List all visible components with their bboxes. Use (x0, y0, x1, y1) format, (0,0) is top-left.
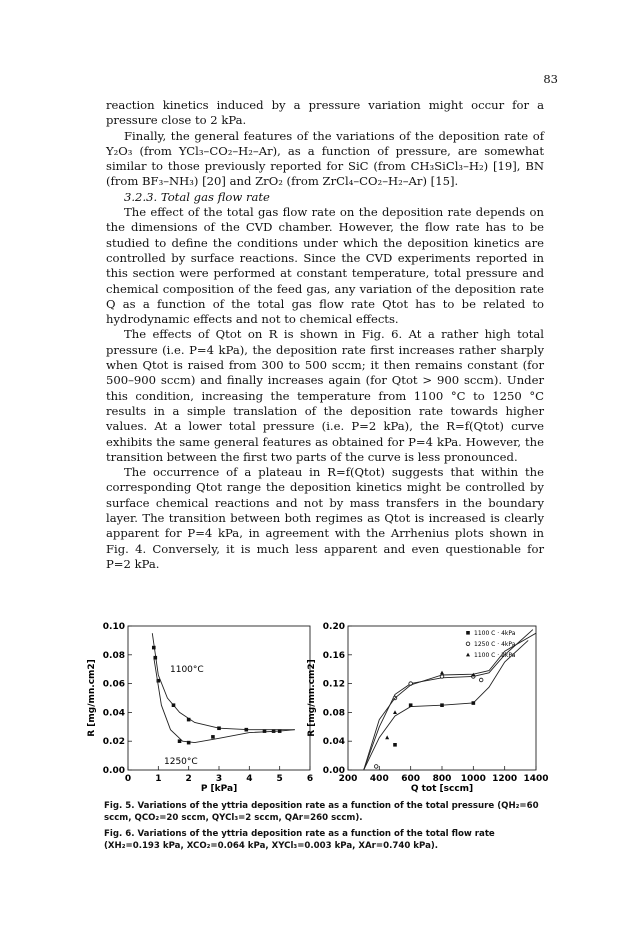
fig5-x-tick-label: 3 (215, 774, 223, 784)
captions (104, 800, 548, 856)
fig5-caption: Fig. 5. Variations of the yttria deposition rate as a function of the total pressure (QH₂=60 sccm, QCO₂=20 sccm, QYCl₃=2 sccm, QAr=260 sccm). (104, 801, 539, 823)
fig6-y-axis-label: R [mg/mn.cm2] (307, 659, 317, 737)
fig5-y-tick-label: 0.02 (102, 737, 125, 748)
fig5-data-point (178, 739, 182, 743)
fig6-legend-marker (466, 642, 470, 646)
fig6-data-point (374, 765, 378, 769)
fig6-legend-marker (466, 631, 470, 635)
fig5-x-tick-label: 4 (246, 774, 253, 784)
fig6-data-point (479, 678, 483, 682)
fig6-data-point (393, 710, 397, 714)
body-text (106, 98, 544, 572)
fig5-data-point (263, 729, 267, 733)
fig5-y-tick-label: 0.00 (102, 766, 125, 776)
page-number: 83 (543, 72, 558, 86)
subsection-heading: 3.2.3. Total gas flow rate (124, 189, 270, 204)
fig6-data-point (472, 701, 476, 705)
paragraph-4: The effects of Qtot on R is shown in Fig. 6. At a rather high total pressure (i.e. P=4 kPa), the deposition rate first increases rather sharply when Qtot is raised from 300 to 500 sccm; it then remains constant (for 500–900 sccm) and finally increases again (for Qtot > 900 sccm). Under this condition, increasing the temperature from 1100 °C to 1250 °C results in a simple translation of the deposition rate towards higher values. At a lower total pressure (i.e. P=2 kPa), the R=f(Qtot) curve exhibits the same general features as obtained for P=4 kPa. However, the transition between the first two parts of the curve is less pronounced. (106, 327, 544, 464)
fig6-legend-entry: 1250 C · 4kPa (474, 641, 516, 648)
fig5-series-line (152, 633, 294, 730)
fig6-legend-entry: 1100 C · 4kPa (474, 630, 516, 637)
fig5-data-point (278, 729, 282, 733)
fig5-y-tick-label: 0.08 (102, 650, 125, 661)
fig6-x-tick-label: 1200 (492, 774, 518, 784)
fig6-x-tick-label: 1000 (460, 774, 486, 784)
paragraph-1: reaction kinetics induced by a pressure variation might occur for a pressure close to 2 kPa. (106, 98, 544, 128)
fig6-series-line (364, 640, 529, 770)
fig6-series-line (364, 630, 533, 770)
fig6-y-tick-label: 0.16 (322, 650, 345, 661)
fig5-x-tick-label: 0 (124, 774, 132, 784)
fig5-data-point (217, 726, 221, 730)
fig5-data-point (187, 718, 191, 722)
fig6-y-tick-label: 0.04 (322, 737, 345, 748)
fig6-x-tick-label: 800 (432, 774, 452, 784)
fig6-x-tick-label: 400 (369, 774, 389, 784)
fig5-data-point (187, 741, 191, 745)
fig6-y-tick-label: 0.00 (322, 766, 345, 776)
fig6-y-tick-label: 0.12 (322, 679, 345, 690)
fig6-caption: Fig. 6. Variations of the yttria deposition rate as a function of the total flow rate (XH₂=0.193 kPa, XCO₂=0.064 kPa, XYCl₃=0.003 kPa, XAr=0.740 kPa). (104, 829, 495, 851)
figures-svg (80, 620, 550, 800)
fig5-y-tick-label: 0.04 (102, 708, 125, 719)
fig6-y-tick-label: 0.08 (322, 708, 345, 719)
fig6-data-point (440, 703, 444, 707)
figures (80, 620, 550, 800)
fig6-data-point (385, 735, 389, 739)
fig6-x-axis-label: Q tot [sccm] (410, 784, 474, 794)
fig5-y-axis-label: R [mg/mn.cm2] (87, 659, 97, 737)
fig5-x-tick-label: 1 (155, 774, 162, 784)
fig6-y-tick-label: 0.20 (322, 622, 345, 632)
fig5-data-point (245, 728, 249, 732)
fig5-x-tick-label: 5 (276, 774, 283, 784)
fig5-x-tick-label: 2 (185, 774, 192, 784)
fig5-data-point (152, 646, 156, 650)
fig5-x-axis-label: P [kPa] (200, 784, 238, 794)
fig5-y-tick-label: 0.10 (102, 622, 125, 632)
fig6-x-tick-label: 200 (338, 774, 358, 784)
fig5-x-tick-label: 6 (306, 774, 314, 784)
fig5-data-point (211, 735, 215, 739)
paragraph-3: The effect of the total gas flow rate on the deposition rate depends on the dimensions of the CVD chamber. However, the flow rate has to be studied to define the conditions under which the deposition kinetics are controlled by surface reactions. Since the CVD experiments reported in this section were performed at constant temperature, total pressure and chemical composition of the feed gas, any variation of the deposition rate Q as a function of the total gas flow rate Qtot has to be related to hydrodynamic effects and not to chemical effects. (106, 205, 544, 327)
fig6-data-point (393, 743, 397, 747)
paragraph-2: Finally, the general features of the variations of the deposition rate of Y₂O₃ (from YCl₃–CO₂–H₂–Ar), as a function of pressure, are somewhat similar to those previously reported for SiC (from CH₃SiCl₃–H₂) [19], BN (from BF₃–NH₃) [20] and ZrO₂ (from ZrCl₄–CO₂–H₂–Ar) [15]. (106, 128, 544, 189)
fig5-annotation: 1250°C (164, 757, 198, 767)
fig6-data-point (409, 703, 413, 707)
fig6-legend-entry: 1100 C · 2kPa (474, 652, 516, 659)
fig6-legend-marker (466, 653, 470, 657)
fig6-x-tick-label: 600 (401, 774, 421, 784)
paragraph-5: The occurrence of a plateau in R=f(Qtot) suggests that within the corresponding Qtot range the deposition kinetics might be controlled by surface chemical reactions and not by mass transfers in the boundary layer. The transition between both regimes as Qtot is increased is clearly apparent for P=4 kPa, in agreement with the Arrhenius plots shown in Fig. 4. Conversely, it is much less apparent and even questionable for P=2 kPa. (106, 465, 544, 571)
fig6-x-tick-label: 1400 (523, 774, 549, 784)
fig5-data-point (172, 703, 176, 707)
fig5-data-point (154, 656, 158, 660)
fig5-annotation: 1100°C (170, 665, 204, 675)
fig5-y-tick-label: 0.06 (102, 679, 125, 690)
fig6-data-point (440, 671, 444, 675)
